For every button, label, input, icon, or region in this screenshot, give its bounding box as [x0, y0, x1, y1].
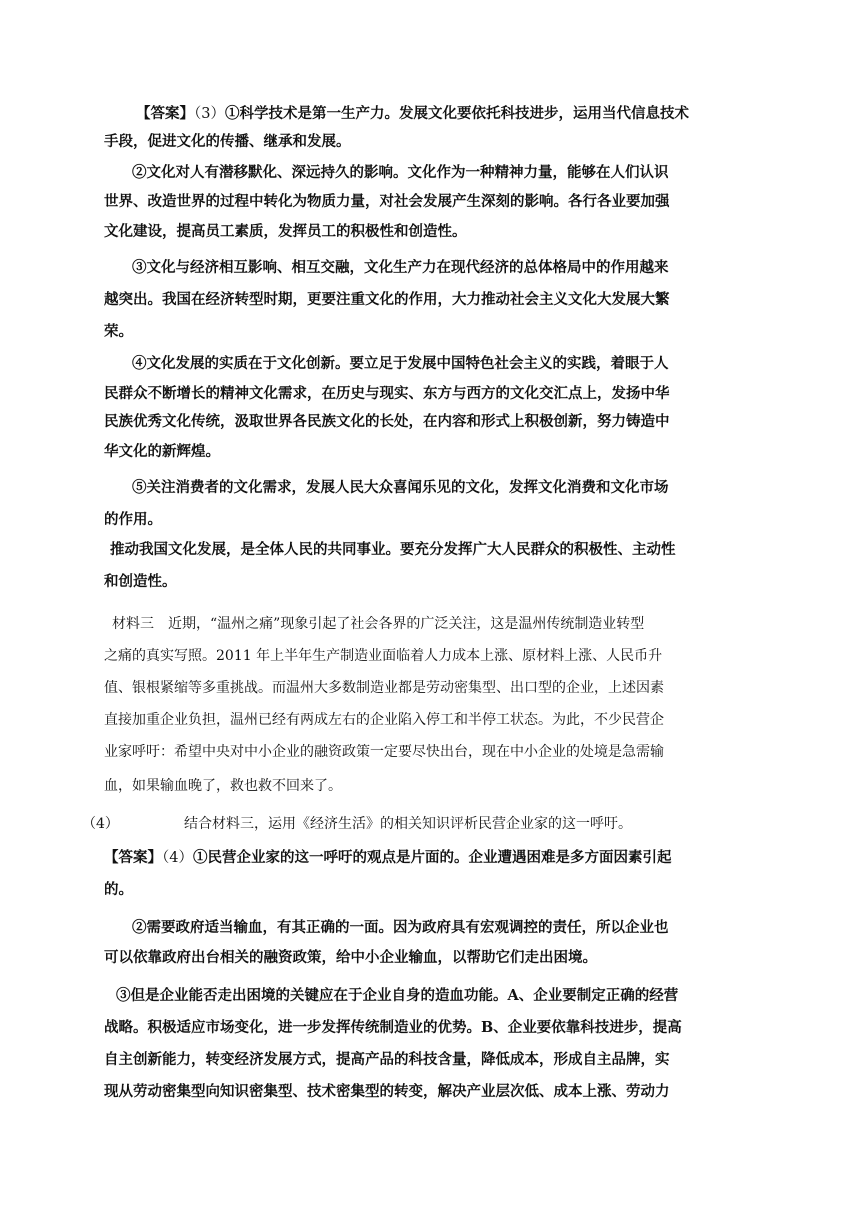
- material-3-line-1: 材料三 近期，“温州之痛”现象引起了社会各界的广泛关注，这是温州传统制造业转型: [112, 616, 645, 632]
- answer-3-line-3: ②文化对人有潜移默化、深远持久的影响。文化作为一种精神力量，能够在人们认识: [132, 164, 669, 181]
- answer-3-line-12: 华文化的新辉煌。: [104, 443, 220, 460]
- answer-3-line-15: 推动我国文化发展，是全体人民的共同事业。要充分发挥广大人民群众的积极性、主动性: [110, 541, 676, 558]
- material-3-line-2: 之痛的真实写照。2011 年上半年生产制造业面临着人力成本上涨、原材料上涨、人民币升: [104, 648, 663, 664]
- answer-text: ①民营企业家的这一呼吁的观点是片面的。企业遭遇困难是多方面因素引起: [192, 849, 672, 866]
- answer-4-line-8: 现从劳动密集型向知识密集型、技术密集型的转变，解决产业层次低、成本上涨、劳动力: [104, 1083, 670, 1100]
- answer-3-line-6: ③文化与经济相互影响、相互交融，文化生产力在现代经济的总体格局中的作用越来: [132, 259, 669, 276]
- answer-3-line-7: 越突出。我国在经济转型时期，更要注重文化的作用，大力推动社会主义文化大发展大繁: [104, 291, 670, 308]
- answer-3-line-16: 和创造性。: [104, 573, 177, 590]
- answer-4-line-5: ③但是企业能否走出困境的关键应在于企业自身的造血功能。A、企业要制定正确的经营: [116, 987, 679, 1004]
- material-3-line-3: 值、银根紧缩等多重挑战。而温州大多数制造业都是劳动密集型、出口型的企业，上述因素: [104, 680, 664, 696]
- answer-4-line-6: 战略。积极适应市场变化，进一步发挥传统制造业的优势。B、企业要依靠科技进步，提高: [104, 1019, 682, 1036]
- material-3-line-4: 直接加重企业负担，温州已经有两成左右的企业陷入停工和半停工状态。为此，不少民营企: [104, 712, 664, 728]
- answer-text: ①科学技术是第一生产力。发展文化要依托科技进步，运用当代信息技术: [224, 105, 689, 122]
- answer-3-line-5: 文化建设，提高员工素质，发挥员工的积极性和创造性。: [104, 223, 467, 240]
- material-3-line-5: 业家呼吁：希望中央对中小企业的融资政策一定要尽快出台，现在中小企业的处境是急需输: [104, 744, 664, 760]
- answer-4-line-2: 的。: [104, 881, 133, 898]
- answer-3-line-9: ④文化发展的实质在于文化创新。要立足于发展中国特色社会主义的实践，着眼于人: [132, 355, 669, 372]
- answer-label: 【答案】: [136, 105, 194, 122]
- answer-3-line-14: 的作用。: [104, 511, 162, 528]
- material-3-line-6: 血，如果输血晚了，救也救不回来了。: [104, 778, 342, 794]
- question-number: （4）: [162, 850, 193, 866]
- question-4-text: 结合材料三，运用《经济生活》的相关知识评析民营企业家的这一呼吁。: [184, 816, 632, 832]
- answer-3-line-4: 世界、改造世界的过程中转化为物质力量，对社会发展产生深刻的影响。各行各业要加强: [104, 193, 670, 210]
- answer-4-line-3: ②需要政府适当输血，有其正确的一面。因为政府具有宏观调控的责任，所以企业也: [132, 919, 669, 936]
- question-number: （3）: [194, 106, 225, 122]
- answer-4-line-4: 可以依靠政府出台相关的融资政策，给中小企业输血，以帮助它们走出困境。: [104, 949, 597, 966]
- answer-3-line-10: 民群众不断增长的精神文化需求，在历史与现实、东方与西方的文化交汇点上，发扬中华: [104, 385, 670, 402]
- answer-3-line-2: 手段，促进文化的传播、继承和发展。: [104, 133, 351, 150]
- answer-3-line-8: 荣。: [104, 323, 133, 340]
- question-4-number: （4）: [82, 816, 119, 832]
- answer-4-line-1: [104, 848, 671, 868]
- answer-3-line-13: ⑤关注消费者的文化需求，发展人民大众喜闻乐见的文化，发挥文化消费和文化市场: [132, 479, 669, 496]
- answer-label: 【答案】: [104, 849, 162, 866]
- answer-3-line-1: [136, 104, 689, 124]
- answer-4-line-7: 自主创新能力，转变经济发展方式，提高产品的科技含量，降低成本，形成自主品牌，实: [104, 1051, 670, 1068]
- answer-3-line-11: 民族优秀文化传统，汲取世界各民族文化的长处，在内容和形式上积极创新，努力铸造中: [104, 413, 670, 430]
